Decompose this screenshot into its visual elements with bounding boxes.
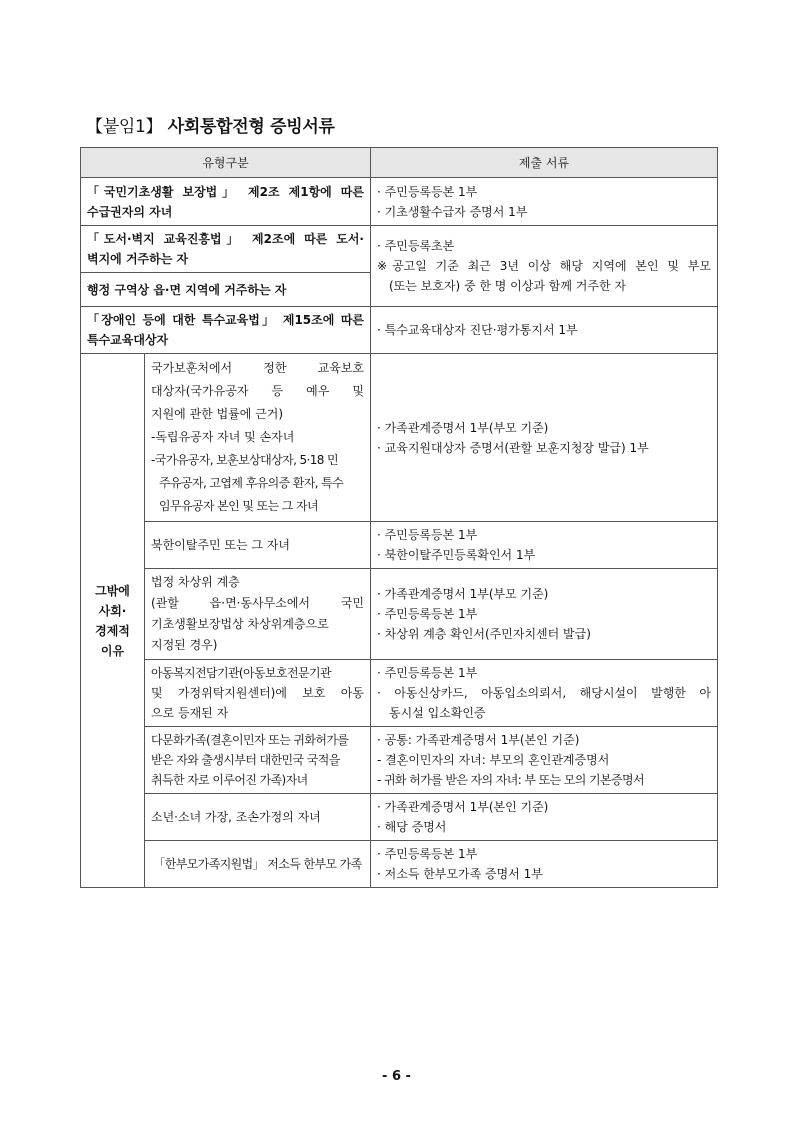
type-cell bbox=[81, 307, 371, 354]
type-line: 수급권자의 자녀 bbox=[87, 204, 173, 219]
type-line: 아동복지전담기관(아동보호전문기관 bbox=[151, 666, 331, 680]
table-row bbox=[81, 841, 718, 888]
docs-cell bbox=[371, 569, 718, 660]
docs-cell bbox=[371, 354, 718, 522]
type-line: 지정된 경우) bbox=[151, 638, 218, 652]
doc-line: · 주민등록등본 1부 bbox=[377, 184, 478, 199]
doc-line: · 교육지원대상자 증명서(관할 보훈지청장 발급) 1부 bbox=[377, 440, 649, 455]
type-line: 및 가정위탁지원센터)에 보호 아동 bbox=[151, 686, 364, 700]
label-line: 사회· bbox=[98, 603, 127, 618]
type-cell bbox=[145, 660, 371, 727]
type-line: 「도서·벽지 교육진흥법」 제2조에 따른 도서· bbox=[87, 232, 364, 246]
doc-line: · 주민등록등본 1부 bbox=[377, 528, 478, 542]
doc-line: · 기초생활수급자 증명서 1부 bbox=[377, 204, 528, 219]
type-line: 「한부모가족지원법」 저소득 한부모 가족 bbox=[153, 857, 362, 871]
doc-line: · 주민등록초본 bbox=[377, 239, 455, 253]
label-line: 그밖에 bbox=[95, 583, 130, 598]
type-line: 벽지에 거주하는 자 bbox=[87, 252, 189, 266]
other-reasons-label bbox=[81, 354, 145, 888]
doc-line: · 공통: 가족관계증명서 1부(본인 기준) bbox=[377, 733, 580, 747]
doc-line: · 아동신상카드, 아동입소의뢰서, 해당시설이 발행한 아 bbox=[377, 686, 711, 700]
doc-line: · 주민등록등본 1부 bbox=[377, 847, 478, 861]
table-row bbox=[81, 522, 718, 569]
type-cell bbox=[81, 178, 371, 226]
docs-cell bbox=[371, 226, 718, 307]
doc-line: · 가족관계증명서 1부(본인 기준) bbox=[377, 800, 549, 814]
type-line: (관할 읍·면·동사무소에서 국민 bbox=[151, 596, 364, 610]
table-row bbox=[81, 569, 718, 660]
docs-cell bbox=[371, 660, 718, 727]
type-cell bbox=[145, 841, 371, 888]
header-docs: 제출 서류 bbox=[371, 148, 718, 178]
table-row bbox=[81, 354, 718, 522]
doc-line: 동시설 입소확인증 bbox=[389, 706, 486, 720]
type-line: 「장애인 등에 대한 특수교육법」 제15조에 따른 bbox=[87, 313, 364, 327]
table-row bbox=[81, 226, 718, 273]
type-cell bbox=[81, 226, 371, 273]
docs-cell bbox=[371, 178, 718, 226]
type-line: -독립유공자 자녀 및 손자녀 bbox=[151, 430, 295, 444]
evidence-documents-table bbox=[80, 147, 718, 888]
page-number: - 6 - bbox=[382, 1069, 411, 1084]
type-line: -국가유공자, 보훈보상대상자, 5·18 민 bbox=[151, 453, 339, 467]
type-line: 으로 등재된 자 bbox=[151, 706, 229, 720]
table-row bbox=[81, 794, 718, 841]
type-line: 법정 차상위 계층 bbox=[151, 575, 240, 589]
table-row bbox=[81, 178, 718, 226]
type-line: 받은 자와 출생시부터 대한민국 국적을 bbox=[151, 753, 340, 767]
attachment-label: 【붙임1】 bbox=[86, 117, 163, 137]
type-line: 특수교육대상자 bbox=[87, 333, 169, 347]
doc-line: · 차상위 계층 확인서(주민자치센터 발급) bbox=[377, 627, 591, 641]
type-cell bbox=[145, 522, 371, 569]
docs-cell bbox=[371, 522, 718, 569]
type-line: 취득한 자로 이루어진 가족)자녀 bbox=[151, 773, 308, 787]
docs-cell bbox=[371, 307, 718, 354]
doc-line: · 특수교육대상자 진단·평가통지서 1부 bbox=[377, 323, 578, 337]
doc-line: - 귀화 허가를 받은 자의 자녀: 부 또는 모의 기본증명서 bbox=[377, 773, 644, 787]
table-header-row bbox=[81, 148, 718, 178]
doc-line: · 해당 증명서 bbox=[377, 820, 447, 834]
type-cell bbox=[145, 794, 371, 841]
type-line: 주유공자, 고엽제 후유의증 환자, 특수 bbox=[159, 476, 344, 490]
doc-line: · 가족관계증명서 1부(부모 기준) bbox=[377, 420, 549, 435]
type-line: 소년·소녀 가장, 조손가정의 자녀 bbox=[151, 810, 321, 824]
title-text: 사회통합전형 증빙서류 bbox=[167, 117, 335, 137]
type-line: 대상자(국가유공자 등 예우 및 bbox=[151, 384, 364, 398]
type-line: 「국민기초생활 보장법」 제2조 제1항에 따른 bbox=[87, 184, 364, 199]
type-line: 다문화가족(결혼이민자 또는 귀화허가를 bbox=[151, 733, 349, 747]
doc-line: · 북한이탈주민등록확인서 1부 bbox=[377, 548, 536, 562]
label-line: 경제적 bbox=[95, 623, 130, 638]
table-row bbox=[81, 727, 718, 794]
type-line: 북한이탈주민 또는 그 자녀 bbox=[151, 538, 290, 552]
type-line: 국가보훈처에서 정한 교육보호 bbox=[151, 361, 364, 375]
doc-line: · 주민등록등본 1부 bbox=[377, 607, 478, 621]
type-line: 기초생활보장법상 차상위계층으로 bbox=[151, 617, 329, 631]
type-cell bbox=[145, 569, 371, 660]
doc-line: · 저소득 한부모가족 증명서 1부 bbox=[377, 867, 543, 881]
docs-cell bbox=[371, 841, 718, 888]
doc-line: · 가족관계증명서 1부(부모 기준) bbox=[377, 587, 549, 601]
type-line: 임무유공자 본인 및 또는 그 자녀 bbox=[159, 499, 318, 513]
doc-line: (또는 보호자) 중 한 명 이상과 함께 거주한 자 bbox=[389, 279, 626, 293]
doc-line: · 주민등록등본 1부 bbox=[377, 666, 478, 680]
type-cell bbox=[145, 354, 371, 522]
type-cell bbox=[145, 727, 371, 794]
label-line: 이유 bbox=[100, 643, 125, 658]
docs-cell bbox=[371, 794, 718, 841]
table-row bbox=[81, 307, 718, 354]
doc-line: ※공고일 기준 최근 3년 이상 해당 지역에 본인 및 부모 bbox=[377, 259, 711, 273]
type-line: 지원에 관한 법률에 근거) bbox=[151, 407, 284, 421]
doc-line: - 결혼이민자의 자녀: 부모의 혼인관계증명서 bbox=[377, 753, 610, 767]
header-type: 유형구분 bbox=[81, 148, 371, 178]
document-title bbox=[86, 112, 335, 137]
type-cell bbox=[81, 273, 371, 307]
type-line: 행정 구역상 읍·면 지역에 거주하는 자 bbox=[87, 282, 287, 297]
docs-cell bbox=[371, 727, 718, 794]
table-row bbox=[81, 660, 718, 727]
